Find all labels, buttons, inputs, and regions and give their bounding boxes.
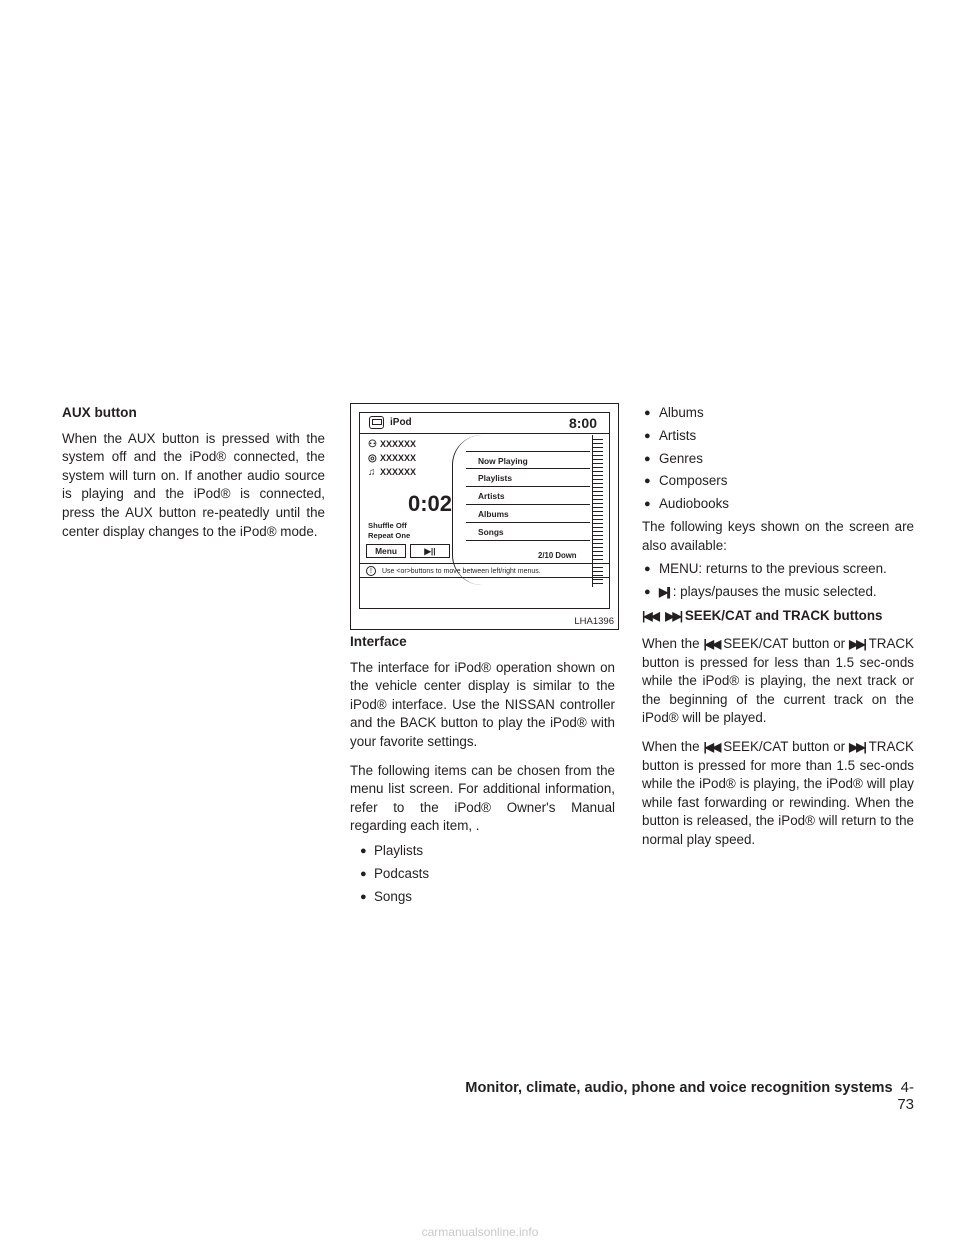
- ipod-screen: [359, 412, 610, 609]
- interface-p1: The interface for iPod® operation shown on the vehicle center display is similar to the iPod® interface. Use the NISSAN controller and the BACK button to play the iPod® with your favorite settings.: [350, 659, 615, 749]
- list-item: ● Audiobooks: [642, 495, 914, 514]
- seek-back-icon: |◀◀: [642, 609, 658, 624]
- ipod-icon: [369, 416, 384, 429]
- screen-clock: 8:00: [568, 415, 597, 431]
- list-item: ● Playlists: [350, 842, 615, 861]
- elapsed-time: 0:02: [408, 491, 453, 516]
- screen-header: [360, 413, 609, 434]
- figure-code: LHA1396: [574, 616, 614, 627]
- song-row: [368, 467, 416, 478]
- repeat-status: Repeat One: [368, 531, 411, 540]
- menu-item-playlists[interactable]: Playlists: [466, 469, 590, 487]
- menu-items-list-a: [350, 842, 615, 906]
- album-row: [368, 453, 416, 464]
- menu-item-now-playing[interactable]: Now Playing: [466, 451, 590, 469]
- seek-short-text-3: TRACK button is pressed for less than 1.5 sec-onds while the iPod® is playing, the next track or the beginning of the current track on the iPod® will be played.: [642, 636, 914, 726]
- interface-p2: The following items can be chosen from the menu list screen. For additional information, refer to the iPod® Owner's Manual regarding each item, .: [350, 762, 615, 834]
- album-text: XXXXXX: [380, 453, 417, 463]
- artist-icon: ⚇: [368, 439, 377, 450]
- page-indicator: 2/10 Down: [538, 551, 577, 560]
- list-item: ● Artists: [642, 427, 914, 446]
- track-forward-icon: ▶▶|: [849, 637, 865, 652]
- interface-section: [350, 633, 615, 910]
- interface-heading: Interface: [350, 634, 407, 649]
- seek-short-text-2: SEEK/CAT button or: [723, 636, 846, 652]
- seek-back-icon: |◀◀: [703, 740, 720, 755]
- artist-row: [368, 439, 416, 450]
- playpause-key-text: : plays/pauses the music selected.: [672, 583, 877, 599]
- screen-title: iPod: [390, 417, 412, 428]
- keys-list: [642, 560, 914, 601]
- shuffle-status: Shuffle Off: [368, 521, 407, 530]
- seek-short-text-1: When the: [642, 636, 700, 652]
- watermark: carmanualsonline.info: [421, 1225, 539, 1239]
- track-forward-icon: ▶▶|: [665, 609, 682, 624]
- seek-long-text-2: SEEK/CAT button or: [723, 739, 846, 755]
- list-item: ● Composers: [642, 472, 914, 491]
- track-forward-icon: ▶▶|: [849, 740, 865, 755]
- keys-intro: The following keys shown on the screen are also available:: [642, 518, 914, 553]
- aux-body: When the AUX button is pressed with the system off and the iPod® connected, the system will turn on. If another audio source is playing and the iPod® is connected, press the AUX button re-peatedly until the center display changes to the iPod® mode.: [62, 430, 325, 539]
- artist-text: XXXXXX: [380, 439, 417, 449]
- page-number: 4-73: [897, 1079, 914, 1113]
- playpause-key-item: [642, 583, 914, 602]
- list-item: ● Genres: [642, 450, 914, 469]
- aux-section: [62, 404, 325, 551]
- ipod-screen-figure: [350, 403, 619, 630]
- seek-track-heading-text: SEEK/CAT and TRACK buttons: [684, 608, 883, 624]
- menu-list: [466, 451, 590, 541]
- seek-short-press: [642, 635, 914, 728]
- list-item: ● Albums: [642, 404, 914, 423]
- seek-long-text-3: TRACK button is pressed for more than 1.5 sec-onds while the iPod® is playing, the iPod® will play while fast forwarding or rewinding. When the button is released, the iPod® will return to the normal play speed.: [642, 739, 914, 847]
- menu-item-albums[interactable]: Albums: [466, 505, 590, 523]
- keys-section: [642, 404, 914, 860]
- list-item: ● Songs: [350, 888, 615, 907]
- menu-button[interactable]: Menu: [366, 544, 406, 558]
- list-item: ● Podcasts: [350, 865, 615, 884]
- seek-track-heading: [642, 607, 914, 626]
- info-icon: !: [366, 566, 376, 576]
- menu-item-songs[interactable]: Songs: [466, 523, 590, 541]
- seek-long-text-1: When the: [642, 739, 700, 755]
- menu-key-text: MENU: returns to the previous screen.: [659, 561, 887, 577]
- play-pause-button[interactable]: ▶||: [410, 544, 450, 558]
- play-pause-icon: ▶||: [659, 584, 669, 599]
- page-footer: [452, 1079, 914, 1113]
- menu-items-list-b: [642, 404, 914, 514]
- song-text: XXXXXX: [380, 467, 417, 477]
- seek-back-icon: |◀◀: [703, 637, 720, 652]
- aux-heading: AUX button: [62, 405, 137, 420]
- footer-section-title: Monitor, climate, audio, phone and voice recognition systems: [465, 1080, 893, 1096]
- music-note-icon: ♫: [368, 467, 376, 478]
- screen-footer: [360, 563, 609, 578]
- album-disc-icon: ◎: [368, 453, 377, 464]
- menu-item-artists[interactable]: Artists: [466, 487, 590, 505]
- footer-hint: Use <or>buttons to move between left/right menus.: [382, 568, 541, 575]
- menu-key-item: [642, 560, 914, 579]
- seek-long-press: [642, 738, 914, 850]
